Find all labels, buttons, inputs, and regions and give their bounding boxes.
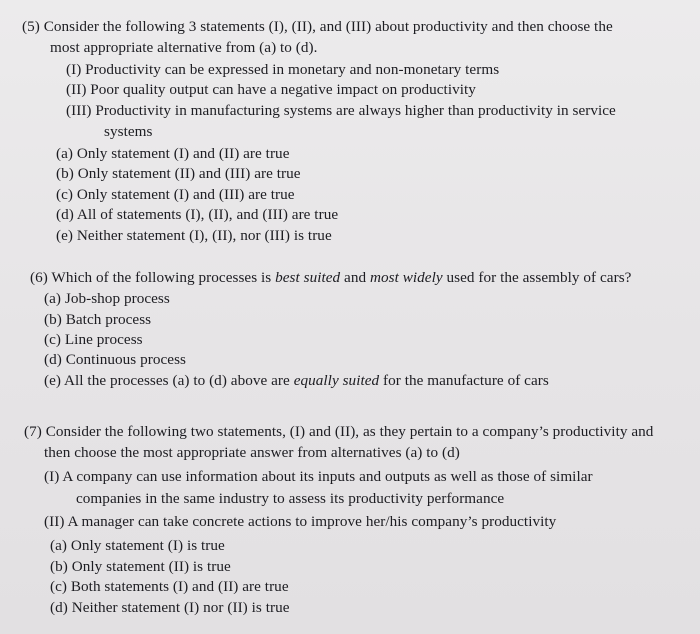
q6-option-d: (d) Continuous process xyxy=(44,351,186,368)
q6-lead-post: used for the assembly of cars? xyxy=(442,269,632,286)
q5-option-e: (e) Neither statement (I), (II), nor (III) is true xyxy=(56,227,332,244)
q6-lead xyxy=(30,268,631,288)
q7-statement-1: (I) A company can use information about its inputs and outputs as well as those of similar xyxy=(44,468,593,485)
q7-option-b: (b) Only statement (II) is true xyxy=(50,558,231,575)
q6-option-e-emphasis: equally suited xyxy=(293,372,380,389)
q5-statement-1: (I) Productivity can be expressed in monetary and non-monetary terms xyxy=(66,61,500,78)
q6-lead-mid: and xyxy=(340,269,370,286)
q6-option-c: (c) Line process xyxy=(44,331,143,348)
q7-lead: (7) Consider the following two statements, (I) and (II), as they pertain to a company’s productivity and xyxy=(24,423,654,440)
q6-option-e-pre: (e) All the processes (a) to (d) above are xyxy=(44,372,294,389)
q6-lead-emphasis-2: most widely xyxy=(369,269,443,286)
q5-statement-3-continued: systems xyxy=(104,123,153,140)
q7-lead-continued: then choose the most appropriate answer from alternatives (a) to (d) xyxy=(44,444,460,461)
q6-option-a: (a) Job-shop process xyxy=(44,290,170,307)
q7-statement-1-continued: companies in the same industry to assess its productivity performance xyxy=(76,490,505,507)
q5-option-c: (c) Only statement (I) and (III) are true xyxy=(56,186,295,203)
q6-lead-emphasis-1: best suited xyxy=(275,269,341,286)
q5-statement-2: (II) Poor quality output can have a negative impact on productivity xyxy=(66,81,476,98)
q6-option-e xyxy=(44,371,549,391)
q6-option-e-post: for the manufacture of cars xyxy=(379,372,549,389)
q5-lead: (5) Consider the following 3 statements (I), (II), and (III) about productivity and then choose the xyxy=(22,18,613,35)
q5-option-d: (d) All of statements (I), (II), and (III) are true xyxy=(56,206,339,223)
q7-statement-2: (II) A manager can take concrete actions to improve her/his company’s productivity xyxy=(44,513,557,530)
q7-option-c: (c) Both statements (I) and (II) are true xyxy=(50,578,289,595)
q6-option-b: (b) Batch process xyxy=(44,311,152,328)
q5-statement-3: (III) Productivity in manufacturing systems are always higher than productivity in service xyxy=(66,102,616,119)
q5-option-b: (b) Only statement (II) and (III) are true xyxy=(56,165,301,182)
q5-option-a: (a) Only statement (I) and (II) are true xyxy=(56,145,290,162)
q5-lead-continued: most appropriate alternative from (a) to (d). xyxy=(50,39,318,56)
q6-lead-pre: (6) Which of the following processes is xyxy=(30,269,276,286)
q7-option-d: (d) Neither statement (I) nor (II) is true xyxy=(50,599,290,616)
q7-option-a: (a) Only statement (I) is true xyxy=(50,537,225,554)
